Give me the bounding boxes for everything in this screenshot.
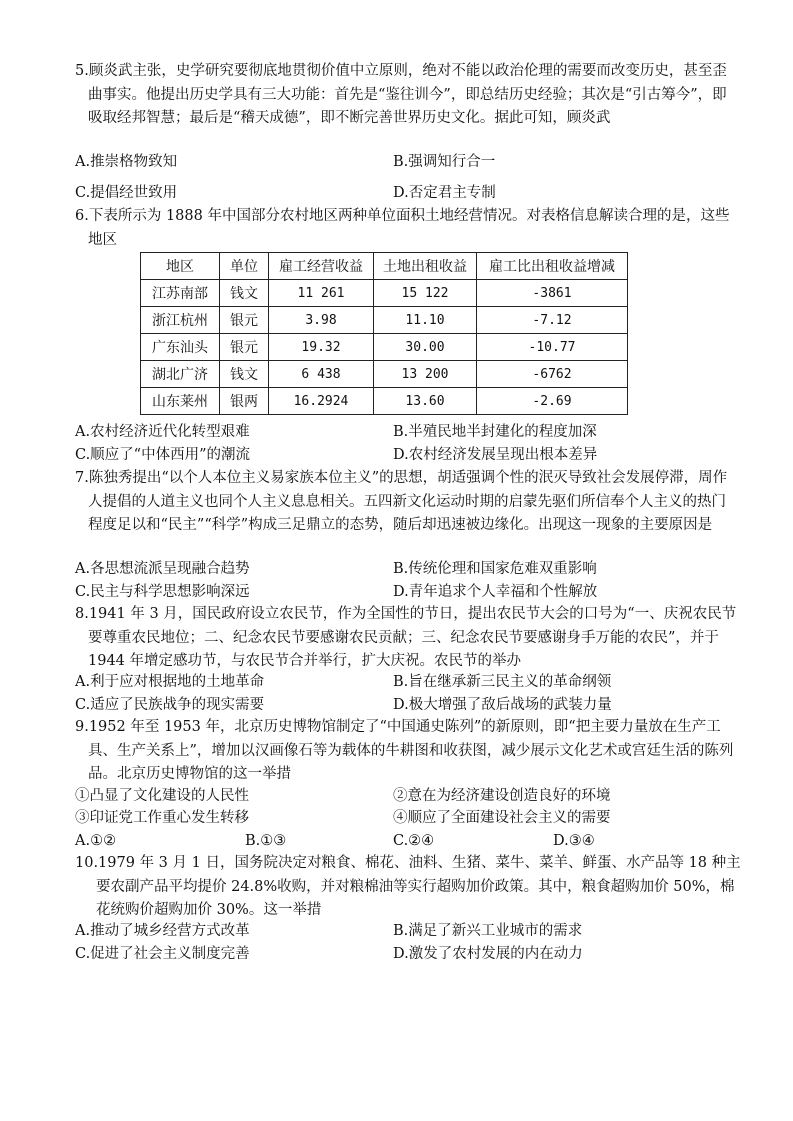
question-9-option-d[interactable]: D.③④ xyxy=(553,833,595,849)
table-cell: 16.2924 xyxy=(269,388,374,415)
table-cell: 19.32 xyxy=(269,334,374,361)
question-6-option-c[interactable]: C.顺应了“中体西用”的潮流 xyxy=(75,447,251,463)
question-5-option-a[interactable]: A.推崇格物致知 xyxy=(75,154,178,170)
table-cell: 6 438 xyxy=(269,361,374,388)
table-header: 单位 xyxy=(220,253,269,280)
question-6-options-row-1 xyxy=(75,421,725,444)
table-cell: 银两 xyxy=(220,388,269,415)
question-9-option-c[interactable]: C.②④ xyxy=(393,833,435,849)
table-cell: 浙江杭州 xyxy=(141,307,220,334)
question-9-option-a[interactable]: A.①② xyxy=(75,833,117,849)
question-7-options-row-1 xyxy=(75,558,725,581)
question-6-options-row-2 xyxy=(75,444,725,467)
table-row xyxy=(141,307,628,334)
question-9-item-4: ④顺应了全面建设社会主义的需要 xyxy=(393,810,611,826)
table-cell: 银元 xyxy=(220,307,269,334)
table-cell: 13 200 xyxy=(374,361,477,388)
question-6-option-a[interactable]: A.农村经济近代化转型艰难 xyxy=(75,424,250,440)
table-cell: 广东汕头 xyxy=(141,334,220,361)
question-9-item-2: ②意在为经济建设创造良好的环境 xyxy=(393,788,611,804)
question-7-option-a[interactable]: A.各思想流派呈现融合趋势 xyxy=(75,561,250,577)
table-header: 雇工比出租收益增减 xyxy=(477,253,628,280)
table-cell: -2.69 xyxy=(477,388,628,415)
table-cell: 30.00 xyxy=(374,334,477,361)
question-10-options-row-1 xyxy=(75,920,725,943)
table-row xyxy=(141,334,628,361)
question-8-options-row-2 xyxy=(75,694,725,717)
table-cell: 银元 xyxy=(220,334,269,361)
question-7-option-c[interactable]: C.民主与科学思想影响深远 xyxy=(75,584,250,600)
table-header-row xyxy=(141,253,628,280)
question-8-option-b[interactable]: B.旨在继承新三民主义的革命纲领 xyxy=(393,674,612,690)
question-5-option-b[interactable]: B.强调知行合一 xyxy=(393,154,496,170)
question-7-stem: 7.陈独秀提出“以个人本位主义易家族本位主义”的思想，胡适强调个性的泯灭导致社会发展停滞，周作人提倡的人道主义也同个人主义息息相关。五四新文化运动时期的启蒙先驱们所信奉个人主义的热门程度足以和“民主”“科学”构成三足鼎立的态势，随后却迅速被边缘化。出现这一现象的主要原因是 xyxy=(75,470,728,533)
question-9-item-3: ③印证党工作重心发生转移 xyxy=(75,810,249,826)
question-5-stem: 5.顾炎武主张，史学研究要彻底地贯彻价值中立原则，绝对不能以政治伦理的需要而改变历史，甚至歪曲事实。他提出历史学具有三大功能：首先是“鉴往训今”，即总结历史经验；其次是“引古筹今”，即吸取经邦智慧；最后是“稽天成德”，即不断完善世界历史文化。据此可知，顾炎武 xyxy=(75,63,727,126)
table-cell: 15 122 xyxy=(374,280,477,307)
question-5-options-row-1 xyxy=(75,151,725,174)
table-header: 土地出租收益 xyxy=(374,253,477,280)
question-10-stem: 10.1979 年 3 月 1 日，国务院决定对粮食、棉花、油料、生猪、菜牛、菜羊、鲜蛋、水产品等 18 种主要农副产品平均提价 24.8%收购，并对粮棉油等实行超购加价政策。其中，粮食超购加价 50%，棉花统购价超购加价 30%。这一举措 xyxy=(75,855,741,918)
table-row xyxy=(141,361,628,388)
table-cell: 11.10 xyxy=(374,307,477,334)
question-5-options-row-2 xyxy=(75,182,725,205)
table-cell: -6762 xyxy=(477,361,628,388)
question-10-option-b[interactable]: B.满足了新兴工业城市的需求 xyxy=(393,923,583,939)
table-cell: -3861 xyxy=(477,280,628,307)
question-5-option-c[interactable]: C.提倡经世致用 xyxy=(75,185,178,201)
table-cell: 江苏南部 xyxy=(141,280,220,307)
table-cell: 13.60 xyxy=(374,388,477,415)
question-6-option-d[interactable]: D.农村经济发展呈现出根本差异 xyxy=(393,447,598,463)
table-header: 雇工经营收益 xyxy=(269,253,374,280)
table-cell: 3.98 xyxy=(269,307,374,334)
question-10-option-c[interactable]: C.促进了社会主义制度完善 xyxy=(75,946,250,962)
question-8-option-c[interactable]: C.适应了民族战争的现实需要 xyxy=(75,697,265,713)
question-9-options-row xyxy=(75,830,725,853)
question-8-option-d[interactable]: D.极大增强了敌后战场的武装力量 xyxy=(393,697,612,713)
table-cell: 山东莱州 xyxy=(141,388,220,415)
question-9-items-row-2 xyxy=(75,807,725,830)
question-6-stem: 6.下表所示为 1888 年中国部分农村地区两种单位面积土地经营情况。对表格信息解读合理的是，这些地区 xyxy=(75,208,730,248)
question-7-options-row-2 xyxy=(75,581,725,604)
table-row xyxy=(141,280,628,307)
table-row xyxy=(141,388,628,415)
question-7-option-b[interactable]: B.传统伦理和国家危难双重影响 xyxy=(393,561,597,577)
question-9-items-row-1 xyxy=(75,785,725,808)
question-10-option-a[interactable]: A.推动了城乡经营方式改革 xyxy=(75,923,250,939)
question-8-options-row-1 xyxy=(75,671,725,694)
table-cell: 11 261 xyxy=(269,280,374,307)
table-header: 地区 xyxy=(141,253,220,280)
question-9-option-b[interactable]: B.①③ xyxy=(245,833,287,849)
table-cell: -7.12 xyxy=(477,307,628,334)
question-10-option-d[interactable]: D.激发了农村发展的内在动力 xyxy=(393,946,583,962)
question-6-option-b[interactable]: B.半殖民地半封建化的程度加深 xyxy=(393,424,597,440)
table-cell: 钱文 xyxy=(220,280,269,307)
question-9-stem: 9.1952 年至 1953 年，北京历史博物馆制定了“中国通史陈列”的新原则，即“把主要力量放在生产工具、生产关系上”，增加以汉画像石等为载体的牛耕图和收获图，减少展示文化艺术或宫廷生活的陈列品。北京历史博物馆的这一举措 xyxy=(75,719,734,782)
land-income-table xyxy=(140,252,628,415)
question-7-option-d[interactable]: D.青年追求个人幸福和个性解放 xyxy=(393,584,598,600)
question-8-stem: 8.1941 年 3 月，国民政府设立农民节，作为全国性的节日，提出农民节大会的口号为“一、庆祝农民节要尊重农民地位；二、纪念农民节要感谢农民贡献；三、纪念农民节要感谢身手万能的农民”，并于 1944 年增定感功节，与农民节合并举行，扩大庆祝。农民节的举办 xyxy=(75,606,737,669)
question-8-option-a[interactable]: A.利于应对根据地的土地革命 xyxy=(75,674,265,690)
table-cell: 湖北广济 xyxy=(141,361,220,388)
question-9-item-1: ①凸显了文化建设的人民性 xyxy=(75,788,249,804)
table-cell: -10.77 xyxy=(477,334,628,361)
question-5-option-d[interactable]: D.否定君主专制 xyxy=(393,185,496,201)
question-10-options-row-2 xyxy=(75,943,725,966)
table-cell: 钱文 xyxy=(220,361,269,388)
